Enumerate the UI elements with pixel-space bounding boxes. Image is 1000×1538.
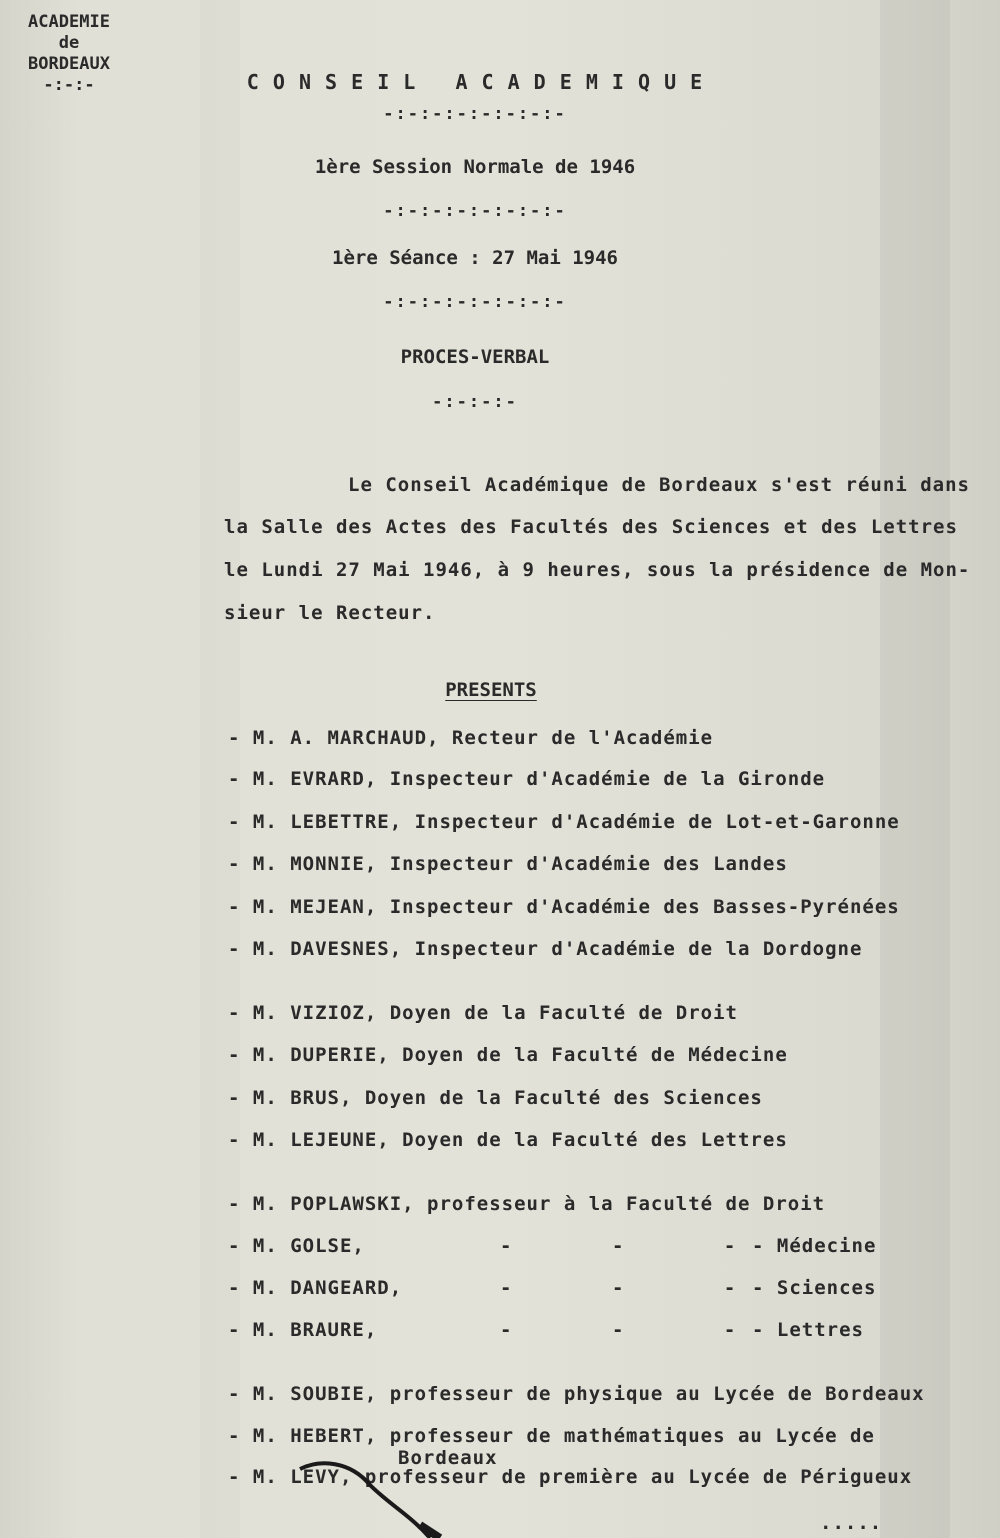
attendee-line: - M. LEBETTRE, Inspecteur d'Académie de Lot-et-Garonne <box>228 811 900 833</box>
attendee-faculty: - Lettres <box>752 1319 864 1341</box>
institution-line: de <box>58 33 80 53</box>
attendee-line: - M. MEJEAN, Inspecteur d'Académie des Basses-Pyrénées <box>228 896 900 918</box>
separator: -:-:-:-:-:-:-:- <box>383 104 567 124</box>
attendee-line-continued: Bordeaux <box>398 1447 498 1469</box>
attendee-line: - M. MONNIE, Inspecteur d'Académie des Landes <box>228 853 788 875</box>
attendee-line: - M. A. MARCHAUD, Recteur de l'Académie <box>228 727 714 749</box>
attendee-line: - M. POPLAWSKI, professeur à la Faculté de Droit <box>228 1193 826 1215</box>
presents-heading: PRESENTS <box>445 679 537 701</box>
attendee-line: - M. DUPERIE, Doyen de la Faculté de Médecine <box>228 1044 788 1066</box>
intro-line: sieur le Recteur. <box>224 602 436 624</box>
separator: -:-:-:-:-:-:-:- <box>383 201 567 221</box>
ditto-marks: - - - <box>500 1277 737 1299</box>
document-type: PROCES-VERBAL <box>400 346 550 368</box>
pen-stroke <box>280 1455 460 1538</box>
session-title: 1ère Session Normale de 1946 <box>314 156 636 178</box>
attendee-line: - M. BRUS, Doyen de la Faculté des Sciences <box>228 1087 763 1109</box>
intro-line: le Lundi 27 Mai 1946, à 9 heures, sous la présidence de Mon- <box>224 559 971 581</box>
scan-shadow <box>880 0 950 1538</box>
attendee-line: - M. VIZIOZ, Doyen de la Faculté de Droit <box>228 1002 738 1024</box>
institution-line: ACADEMIE <box>28 12 110 32</box>
attendee-line: - M. HEBERT, professeur de mathématiques au Lycée de <box>228 1425 875 1447</box>
attendee-line: - M. EVRARD, Inspecteur d'Académie de la Gironde <box>228 768 826 790</box>
intro-line: la Salle des Actes des Facultés des Sciences et des Lettres <box>224 516 958 538</box>
intro-line: Le Conseil Académique de Bordeaux s'est réuni dans <box>348 474 970 496</box>
attendee-name: - M. BRAURE, <box>228 1319 378 1341</box>
attendee-faculty: - Médecine <box>752 1235 877 1257</box>
seance-title: 1ère Séance : 27 Mai 1946 <box>332 247 618 269</box>
institution-line: BORDEAUX <box>28 54 110 74</box>
council-title: C O N S E I L A C A D E M I Q U E <box>246 70 704 94</box>
institution-line: -:-:- <box>43 75 95 95</box>
attendee-line: - M. LEJEUNE, Doyen de la Faculté des Lettres <box>228 1129 788 1151</box>
attendee-line: - M. DAVESNES, Inspecteur d'Académie de la Dordogne <box>228 938 863 960</box>
attendee-line: - M. LEVY, professeur de première au Lycée de Périgueux <box>228 1466 913 1488</box>
attendee-name: - M. DANGEARD, <box>228 1277 403 1299</box>
attendee-line: - M. SOUBIE, professeur de physique au Lycée de Bordeaux <box>228 1383 925 1405</box>
separator: -:-:-:-:-:-:-:- <box>383 292 567 312</box>
attendee-name: - M. GOLSE, <box>228 1235 365 1257</box>
ditto-marks: - - - <box>500 1319 737 1341</box>
separator: -:-:-:- <box>432 392 518 412</box>
ditto-marks: - - - <box>500 1235 737 1257</box>
continuation-marks: ..... <box>820 1512 883 1534</box>
attendee-faculty: - Sciences <box>752 1277 877 1299</box>
